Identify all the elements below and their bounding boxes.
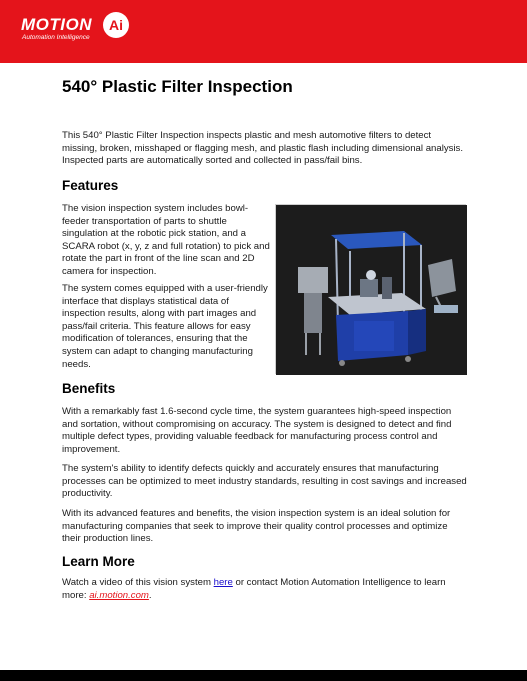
benefits-paragraph-3: With its advanced features and benefits, the vision inspection system is an ideal solution for manufacturing companies that seek to improve their quality control processes and optimize their production lines. <box>62 508 451 545</box>
video-here-link[interactable]: here <box>213 577 233 588</box>
benefits-paragraph-2: The system's ability to identify defects quickly and accurately ensures that manufacturing processes can be optimized to meet industry standards, resulting in cost savings and increased productivity. <box>62 463 467 500</box>
header-bar <box>0 0 527 63</box>
logo-word: MOTION <box>21 15 92 34</box>
learn-more-text-after: . <box>148 589 152 601</box>
page-title: 540° Plastic Filter Inspection <box>62 77 293 96</box>
footer-bar <box>0 670 527 681</box>
learn-more-text-middle: or contact Motion Automation Intelligence to learn more: <box>62 577 446 601</box>
logo-ai-badge-icon: Ai <box>103 12 129 38</box>
features-paragraph-1: The vision inspection system includes bowl-feeder transportation of parts to shuttle singulation at the robotic pick station, and a SCARA robot (x, y, z and full rotation) to pick and rotate the part in front of the line scan and 2D camera for inspection. <box>62 203 270 277</box>
features-heading: Features <box>62 178 119 193</box>
motion-ai-logo[interactable] <box>21 12 136 44</box>
website-link[interactable]: ai.motion.com <box>89 589 149 601</box>
learn-more-paragraph <box>62 577 467 602</box>
features-paragraph-2: The system comes equipped with a user-friendly interface that displays statistical data of inspection results, along with part images and pass/fail criteria. This feature allows for easy modification of tolerances, ensuring that the system can adapt to changing manufacturing needs. <box>62 283 268 370</box>
intro-paragraph: This 540° Plastic Filter Inspection inspects plastic and mesh automotive filters to detect missing, broken, misshaped or flagging mesh, and plastic flash including dimensional analysis. Inspected parts are automatically sorted and collected in pass/fail bins. <box>62 130 464 167</box>
learn-more-text-before: Watch a video of this vision system <box>62 577 214 588</box>
benefits-heading: Benefits <box>62 381 116 396</box>
logo-tagline: Automation Intelligence <box>22 34 90 41</box>
learn-more-heading: Learn More <box>62 554 135 569</box>
benefits-paragraph-1: With a remarkably fast 1.6-second cycle time, the system guarantees high-speed inspection and sortation, without compromising on accuracy. The system is designed to detect and find multiple defect types, providing valuable feedback for manufacturing process control and improvement. <box>62 406 452 455</box>
inspection-machine-illustration <box>276 205 467 375</box>
inspection-system-photo <box>275 204 466 374</box>
